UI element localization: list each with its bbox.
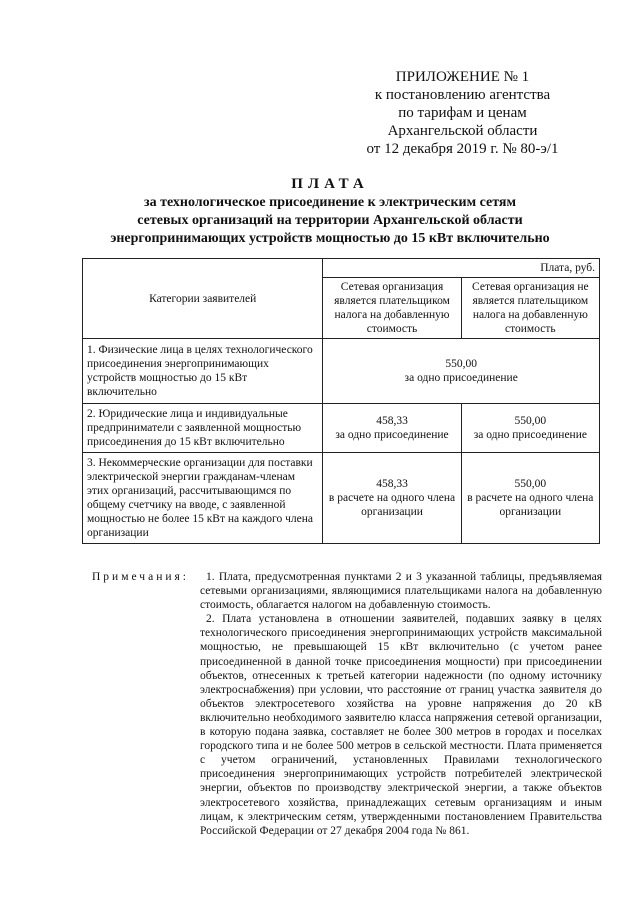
table-row [83, 453, 600, 544]
appendix-line: к постановлению агентства [374, 87, 551, 103]
title-main: ПЛАТА [291, 176, 369, 192]
title-line: сетевых организаций на территории Архангельской области [137, 213, 523, 228]
table-row [83, 404, 600, 453]
row-category: 3. Некоммерческие организации для поставки электрической энергии гражданам-членам этих организаций, рассчитывающимся по общему счетчику на вводе, с заявленной мощностью не более 15 кВт на каждого члена организации [83, 453, 323, 544]
row-value: 458,33 [376, 478, 408, 490]
row-value-desc: за одно присоединение [335, 429, 449, 441]
row-value-cell-vat [323, 453, 461, 544]
title-subtitle [70, 194, 590, 248]
row-category: 1. Физические лица в целях технологического присоединения энергопринимающих устройств мощностью до 15 кВт включительно [83, 339, 323, 404]
tariff-table [82, 258, 600, 544]
row-value-cell-non-vat [461, 404, 599, 453]
appendix-line: по тарифам и ценам [398, 105, 527, 121]
appendix-header [330, 68, 595, 158]
row-value-desc: в расчете на одного члена организации [328, 492, 456, 518]
title-line: энергопринимающих устройств мощностью до 15 кВт включительно [110, 231, 550, 246]
row-value-desc: за одно присоединение [404, 372, 518, 384]
row-value-desc: в расчете на одного члена организации [467, 492, 594, 518]
table-header-row [83, 259, 600, 278]
header-col-vat-payer: Сетевая организация является плательщиком налога на добавленную стоимость [323, 278, 461, 339]
document-title [70, 174, 590, 248]
title-line: за технологическое присоединение к электрическим сетям [143, 195, 517, 210]
row-value: 550,00 [514, 478, 547, 490]
header-category: Категории заявителей [83, 259, 323, 339]
row-value-cell-vat [323, 404, 461, 453]
notes-label: Примечания: [92, 571, 189, 583]
note-item: 1. Плата, предусмотренная пунктами 2 и 3 указанной таблицы, предъявляемая сетевыми организациями, являющимися плательщиками налога на добавленную стоимость, облагается налогом на добавленную стоимость. [200, 571, 602, 612]
row-value-cell [323, 339, 600, 404]
row-value: 458,33 [376, 415, 408, 427]
row-value: 550,00 [514, 415, 547, 427]
appendix-date: от 12 декабря 2019 г. № 80-э/1 [366, 141, 559, 157]
row-category: 2. Юридические лица и индивидуальные предприниматели с заявленной мощностью присоединения до 15 кВт включительно [83, 404, 323, 453]
row-value-cell-non-vat [461, 453, 599, 544]
note-item: 2. Плата установлена в отношении заявителей, подавших заявку в целях технологического присоединения энергопринимающих устройств максимальной мощностью, не превышающей 15 кВт включительно (с учетом ранее присоединенной в данной точке присоединения мощности) при присоединении объектов, отнесенных к третьей категории надежности (по одному источнику электроснабжения) при условии, что расстояние от границ участка заявителя до объектов электросетевого хозяйства на уровне напряжения до 20 кВ включительно необходимого заявителю класса напряжения сетевой организации, в которую подана заявка, составляет не более 300 метров в городах и поселках городского типа и не более 500 метров в сельской местности. Плата применяется с учетом ограничений, установленных Правилами технологического присоединения энергопринимающих устройств потребителей электрической энергии, объектов по производству электрической энергии, а также объектов электросетевого хозяйства, принадлежащих сетевым организациям и иным лицам, к электрическим сетям, утвержденными постановлением Правительства Российской Федерации от 27 декабря 2004 года № 861. [200, 613, 602, 837]
header-payment: Плата, руб. [323, 259, 600, 278]
table-row [83, 339, 600, 404]
row-value: 550,00 [445, 358, 477, 370]
appendix-line: Архангельской области [387, 123, 538, 139]
notes-body [200, 570, 602, 838]
row-value-desc: за одно присоединение [473, 429, 587, 441]
header-col-non-vat-payer: Сетевая организация не является плательщиком налога на добавленную стоимость [461, 278, 599, 339]
appendix-title: ПРИЛОЖЕНИЕ № 1 [395, 69, 530, 85]
